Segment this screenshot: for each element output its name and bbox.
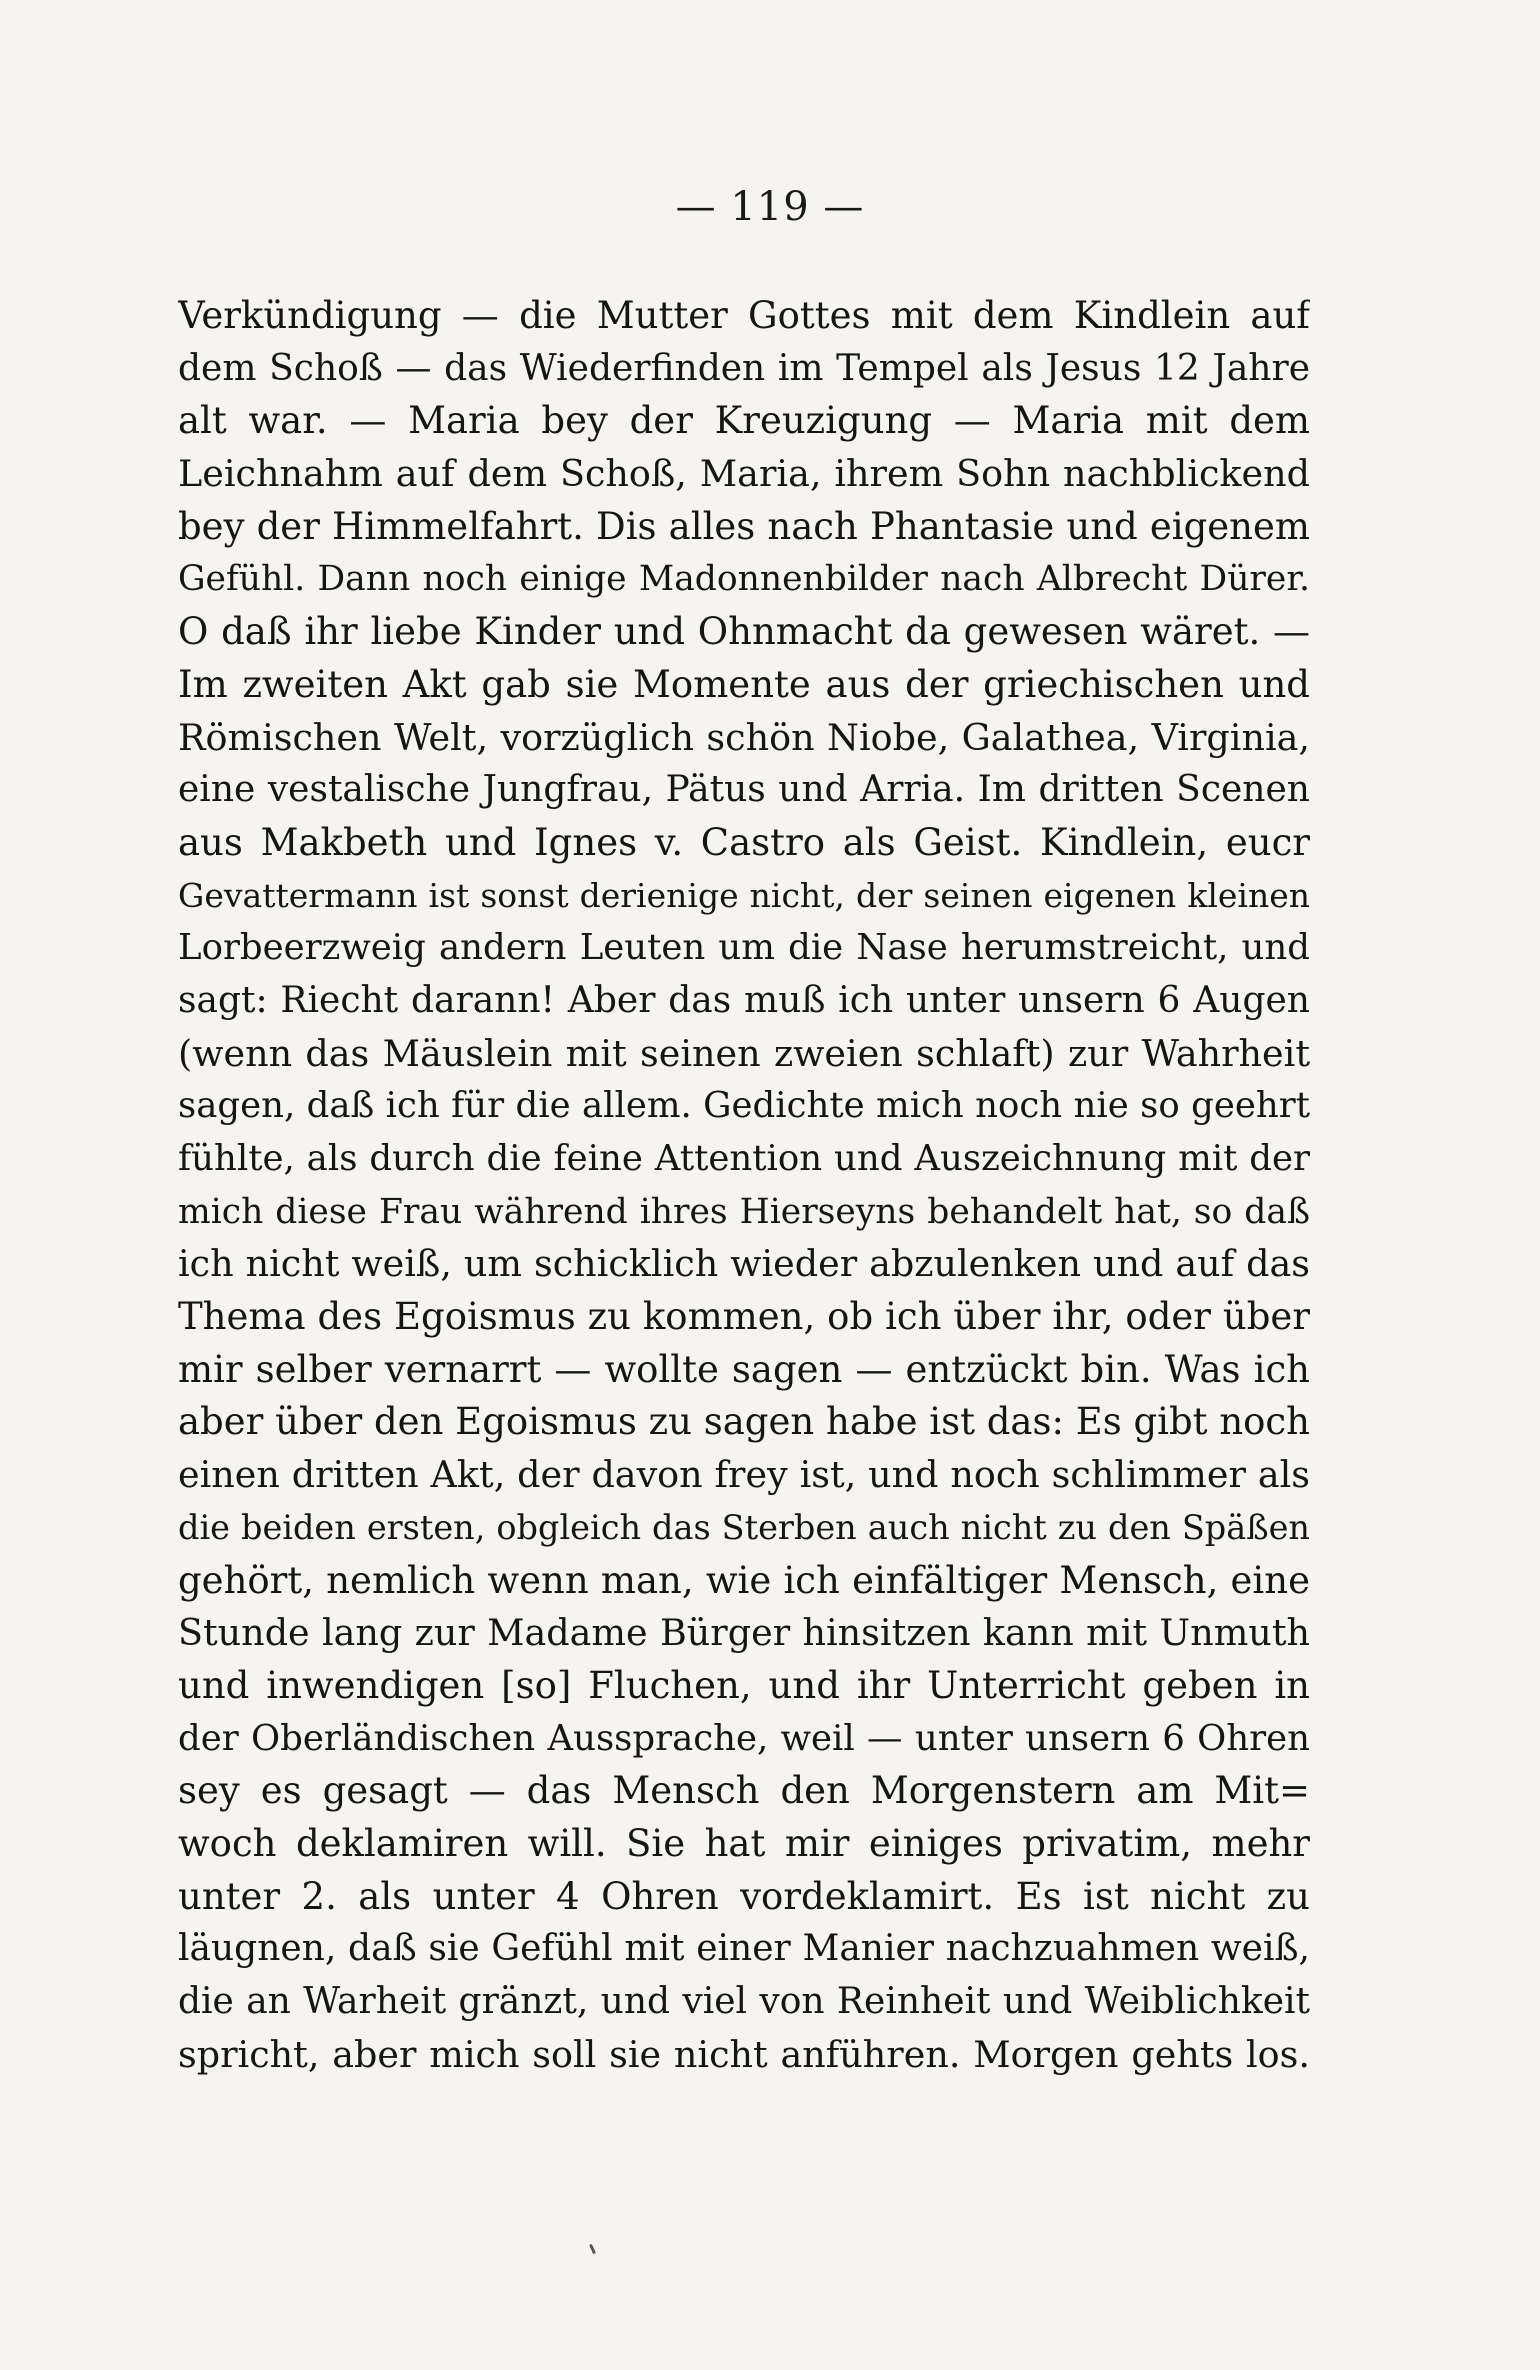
text-line: Thema des Egoismus zu kommen, ob ich über ihr, oder über	[178, 1295, 1310, 1339]
text-line: Gevattermann ist sonst derienige nicht, der seinen eigenen kleinen	[178, 875, 1310, 915]
text-line: unter 2. als unter 4 Ohren vordeklamirt. Es ist nicht zu	[178, 1874, 1310, 1918]
text-line: die an Warheit gränzt, und viel von Reinheit und Weiblichkeit	[178, 1981, 1310, 2022]
text-line: O daß ihr liebe Kinder und Ohnmacht da gewesen wäret. —	[178, 610, 1310, 654]
text-line: der Oberländischen Aussprache, weil — unter unsern 6 Ohren	[178, 1717, 1310, 1759]
text-line: fühlte, als durch die feine Attention und Auszeichnung mit der	[178, 1138, 1310, 1179]
text-line: und inwendigen [so] Fluchen, und ihr Unterricht geben in	[178, 1663, 1310, 1707]
text-line: gehört, nemlich wenn man, wie ich einfältiger Mensch, eine	[178, 1558, 1310, 1602]
text-line: sagen, daß ich für die allem. Gedichte mich noch nie so geehrt	[178, 1085, 1310, 1127]
text-line: spricht, aber mich soll sie nicht anführen. Morgen gehts los.	[178, 2032, 1310, 2076]
text-line: sey es gesagt — das Mensch den Morgenstern am Mit=	[178, 1769, 1310, 1813]
text-line: mir selber vernarrt — wollte sagen — entzückt bin. Was ich	[178, 1347, 1310, 1391]
text-line: aber über den Egoismus zu sagen habe ist das: Es gibt noch	[178, 1400, 1310, 1444]
text-line: woch deklamiren will. Sie hat mir einiges privatim, mehr	[178, 1821, 1310, 1865]
text-line: Römischen Welt, vorzüglich schön Niobe, Galathea, Virginia,	[178, 715, 1310, 759]
text-line: bey der Himmelfahrt. Dis alles nach Phantasie und eigenem	[178, 504, 1310, 548]
text-line: aus Makbeth und Ignes v. Castro als Geist. Kindlein, eucr	[178, 820, 1310, 864]
text-line: mich diese Frau während ihres Hierseyns behandelt hat, so daß	[178, 1191, 1310, 1232]
text-line: sagt: Riecht darann! Aber das muß ich unter unsern 6 Augen	[178, 979, 1310, 1021]
text-line: Stunde lang zur Madame Bürger hinsitzen kann mit Unmuth	[178, 1611, 1310, 1655]
text-line: dem Schoß — das Wiederfinden im Tempel als Jesus 12 Jahre	[178, 347, 1310, 389]
text-line: läugnen, daß sie Gefühl mit einer Manier nachzuahmen weiß,	[178, 1928, 1310, 1970]
paper-speck	[589, 2244, 596, 2254]
text-line: eine vestalische Jungfrau, Pätus und Arria. Im dritten Scenen	[178, 769, 1310, 811]
text-line: Gefühl. Dann noch einige Madonnenbilder nach Albrecht Dürer.	[178, 559, 1310, 600]
text-line: Lorbeerzweig andern Leuten um die Nase herumstreicht, und	[178, 927, 1310, 969]
text-line: einen dritten Akt, der davon frey ist, und noch schlimmer als	[178, 1453, 1310, 1497]
text-line: alt war. — Maria bey der Kreuzigung — Maria mit dem	[178, 399, 1310, 443]
text-line: ich nicht weiß, um schicklich wieder abzulenken und auf das	[178, 1242, 1310, 1286]
body-text	[178, 290, 1310, 2081]
text-line: Leichnahm auf dem Schoß, Maria, ihrem Sohn nachblickend	[178, 452, 1310, 496]
text-line: Verkündigung — die Mutter Gottes mit dem Kindlein auf	[178, 294, 1310, 337]
text-line: die beiden ersten, obgleich das Sterben auch nicht zu den Späßen	[178, 1507, 1310, 1547]
text-line: Im zweiten Akt gab sie Momente aus der griechischen und	[178, 662, 1310, 706]
text-line: (wenn das Mäuslein mit seinen zweien schlaft) zur Wahrheit	[178, 1031, 1310, 1075]
page-number: — 119 —	[675, 184, 865, 230]
